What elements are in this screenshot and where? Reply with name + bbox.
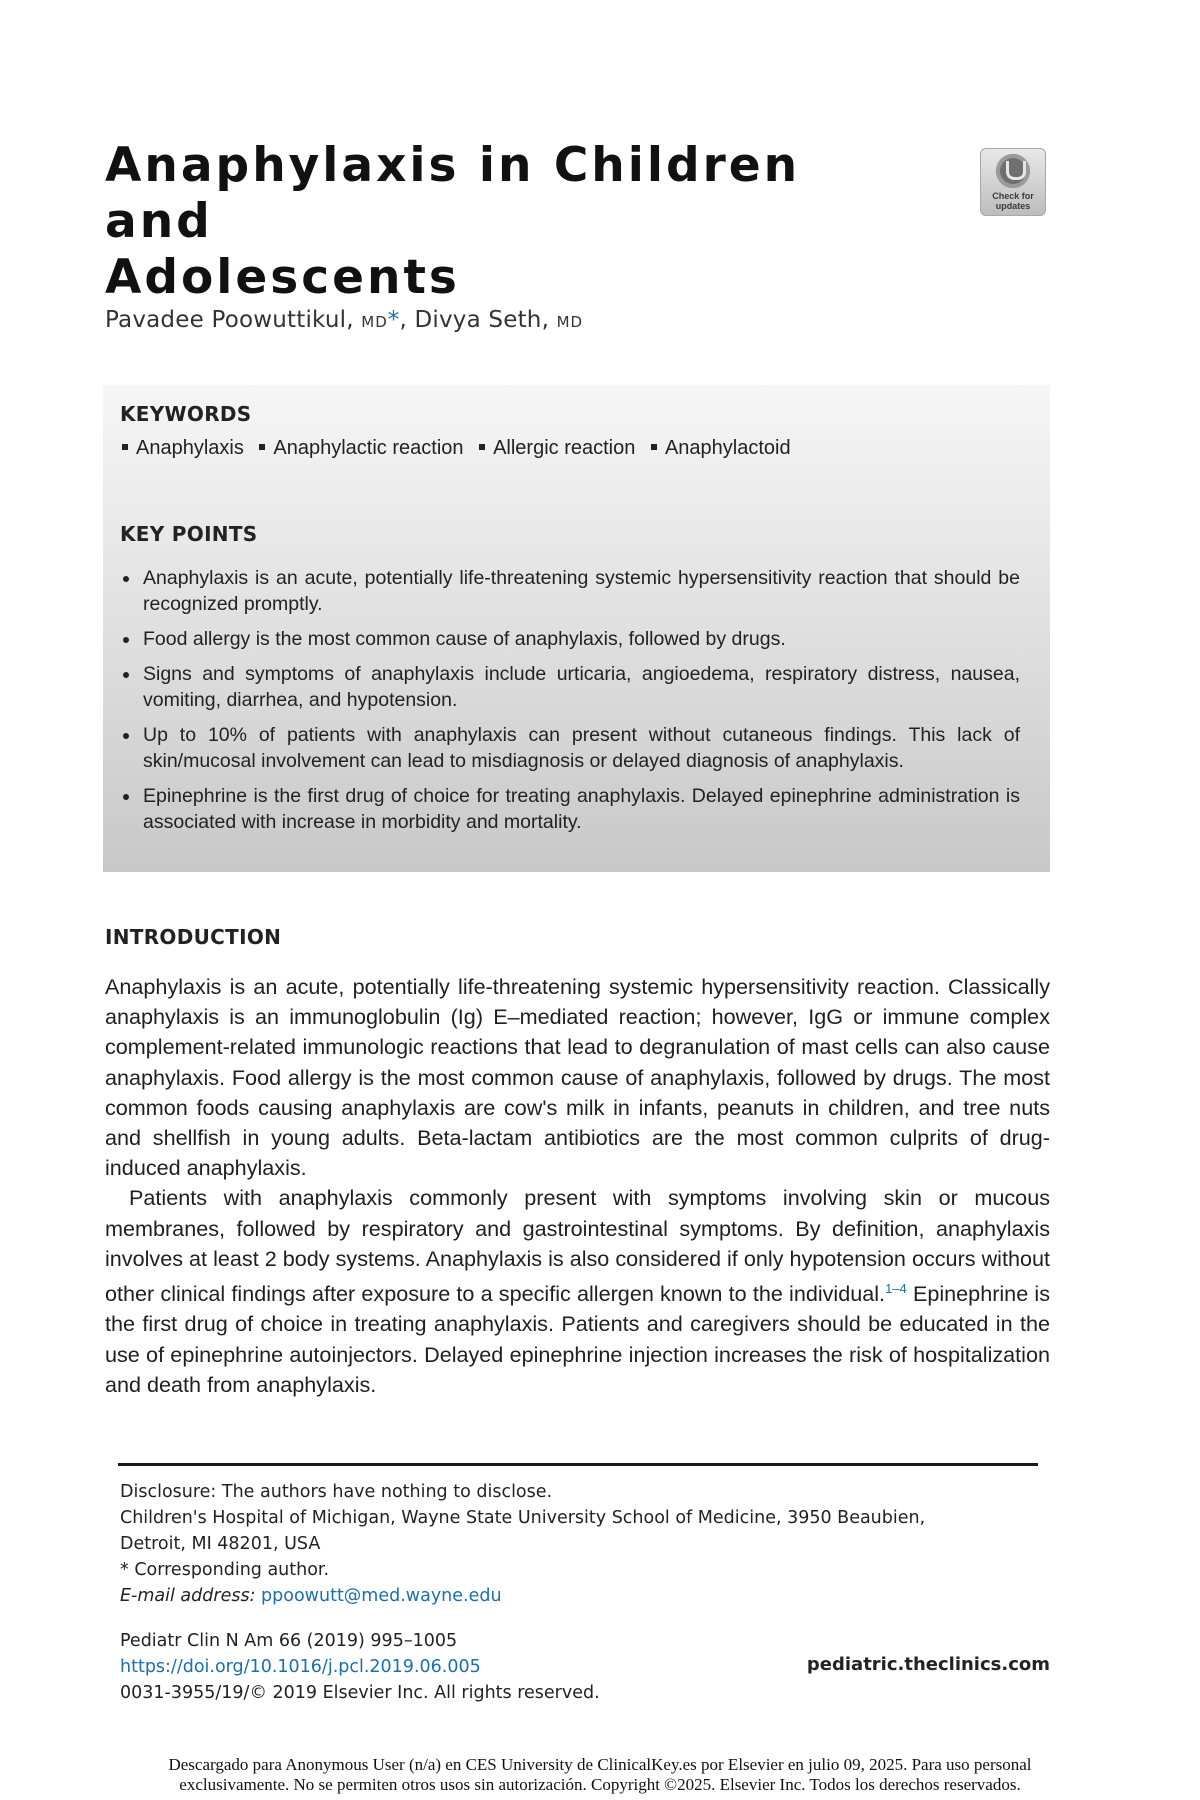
keyword-item: Anaphylactoid xyxy=(664,437,791,459)
affiliation-line-2: Detroit, MI 48201, USA xyxy=(120,1534,321,1554)
download-notice xyxy=(0,1755,1200,1795)
keyword-bullet xyxy=(122,444,128,450)
author-line xyxy=(105,307,583,333)
key-point-item: Signs and symptoms of anaphylaxis include urticaria, angioedema, respiratory distress, nausea, vomiting, diarrhea, and hypotension. xyxy=(120,661,1020,713)
paragraph-2-text-b: Epinephrine is the first drug of choice in treating anaphylaxis. Patients and caregivers should be educated in the use of epinephrine autoinjectors. Delayed epinephrine injection increases the risk of hospitalization and death from anaphylaxis. xyxy=(105,1281,1050,1397)
key-point-item: Up to 10% of patients with anaphylaxis can present without cutaneous findings. This lack of skin/mucosal involvement can lead to misdiagnosis or delayed diagnosis of anaphylaxis. xyxy=(120,722,1020,774)
crossmark-ring-icon xyxy=(996,154,1030,188)
key-point-item: Anaphylaxis is an acute, potentially life-threatening systemic hypersensitivity reaction that should be recognized promptly. xyxy=(120,565,1020,617)
keyword-item: Allergic reaction xyxy=(493,437,636,459)
journal-reference: Pediatr Clin N Am 66 (2019) 995–1005 xyxy=(120,1631,458,1651)
keyword-item: Anaphylaxis xyxy=(136,437,244,459)
title-line-1: Anaphylaxis in Children and xyxy=(105,138,801,249)
article-title xyxy=(105,138,925,306)
email-label: E-mail address: xyxy=(120,1586,256,1606)
title-line-2: Adolescents xyxy=(105,250,460,305)
footnote-divider xyxy=(118,1463,1038,1466)
reference-link[interactable]: 1–4 xyxy=(885,1281,907,1297)
author-1-degree: MD xyxy=(361,313,388,331)
corresponding-author-note: * Corresponding author. xyxy=(120,1560,330,1580)
keyword-bullet xyxy=(479,444,485,450)
crossmark-label: Check for updates xyxy=(992,191,1034,211)
email-line xyxy=(120,1583,1050,1609)
key-points-list xyxy=(120,565,1020,844)
download-notice-line-1: Descargado para Anonymous User (n/a) en CES University de ClinicalKey.es por Elsevier en julio 09, 2025. Para uso personal xyxy=(168,1755,1032,1774)
footnotes xyxy=(120,1479,1050,1609)
introduction-paragraph-2 xyxy=(105,1183,1050,1400)
paragraph-2-text-a: Patients with anaphylaxis commonly present with symptoms involving skin or mucous membranes, followed by respiratory and gastrointestinal symptoms. By definition, anaphylaxis involves at least 2 body systems. Anaphylaxis is also considered if only hypotension occurs without other clinical findings after exposure to a specific allergen known to the individual. xyxy=(105,1185,1050,1307)
copyright-line: 0031-3955/19/© 2019 Elsevier Inc. All rights reserved. xyxy=(120,1683,600,1703)
keyword-bullet xyxy=(651,444,657,450)
keyword-bullet xyxy=(259,444,265,450)
keywords-keypoints-box xyxy=(103,385,1050,872)
keyword-item: Anaphylactic reaction xyxy=(273,437,464,459)
author-1-name: Pavadee Poowuttikul, xyxy=(105,307,354,333)
affiliation-line-1: Children's Hospital of Michigan, Wayne State University School of Medicine, 3950 Beaubien, xyxy=(120,1508,926,1528)
email-link[interactable]: ppoowutt@med.wayne.edu xyxy=(261,1586,502,1606)
introduction-body xyxy=(105,972,1050,1400)
introduction-paragraph-1: Anaphylaxis is an acute, potentially life-threatening systemic hypersensitivity reaction. Classically anaphylaxis is an immunoglobulin (Ig) E–mediated reaction; however, IgG or immune complex complement-related immunologic reactions that lead to degranulation of mast cells can also cause anaphylaxis. Food allergy is the most common cause of anaphylaxis, followed by drugs. The most common foods causing anaphylaxis are cow's milk in infants, peanuts in children, and tree nuts and shellfish in young adults. Beta-lactam antibiotics are the most common culprits of drug-induced anaphylaxis. xyxy=(105,974,1050,1181)
check-for-updates-icon[interactable] xyxy=(980,148,1046,216)
keywords-list xyxy=(120,437,799,460)
corresponding-author-mark[interactable]: * xyxy=(387,307,400,333)
author-2-name: , Divya Seth, xyxy=(399,307,550,333)
introduction-heading: INTRODUCTION xyxy=(105,925,282,949)
disclosure-note: Disclosure: The authors have nothing to disclose. xyxy=(120,1482,553,1502)
keywords-heading: KEYWORDS xyxy=(120,402,252,426)
author-2-degree: MD xyxy=(556,313,584,331)
key-point-item: Epinephrine is the first drug of choice for treating anaphylaxis. Delayed epinephrine administration is associated with increase in morbidity and mortality. xyxy=(120,783,1020,835)
doi-link[interactable]: https://doi.org/10.1016/j.pcl.2019.06.005 xyxy=(120,1657,481,1677)
download-notice-line-2: exclusivamente. No se permiten otros usos sin autorización. Copyright ©2025. Elsevier Inc. Todos los derechos reservados. xyxy=(179,1775,1021,1794)
key-points-heading: KEY POINTS xyxy=(120,522,258,546)
key-point-item: Food allergy is the most common cause of anaphylaxis, followed by drugs. xyxy=(120,626,1020,652)
journal-website[interactable]: pediatric.theclinics.com xyxy=(806,1654,1050,1675)
